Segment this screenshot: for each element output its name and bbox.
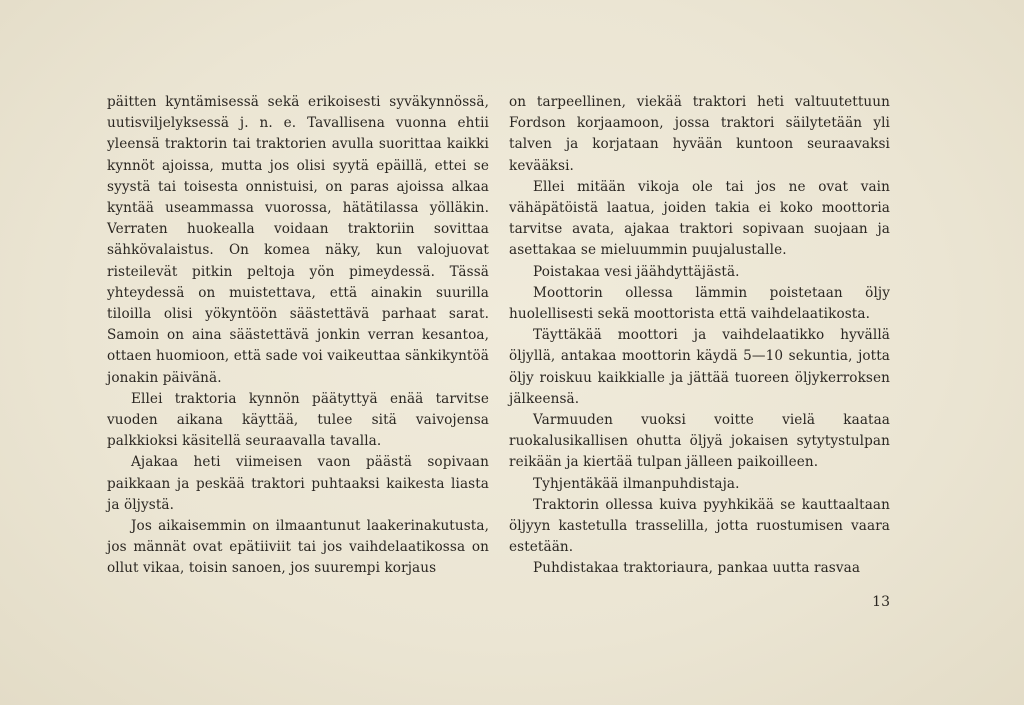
paragraph: Moottorin ollessa lämmin poistetaan öljy huolellisesti sekä moottorista että vaihdelaatikosta.: [509, 284, 890, 323]
paragraph: päitten kyntämisessä sekä erikoisesti syväkynnössä, uutisviljelyksessä j. n. e. Tavallisena vuonna ehtii yleensä traktorin tai traktorien avulla suorittaa kaikki kynnöt ajoissa, mutta jos olisi syytä epäillä, ettei se syystä tai toisesta onnistuisi, on paras ajoissa alkaa kyntää useammassa vuorossa, hätätilassa yölläkin. Verraten huokealla voidaan traktoriin sovittaa sähkövalaistus. On komea näky, kun valojuovat risteilevät pitkin peltoja yön pimeydessä. Tässä yhteydessä on muistettava, että ainakin suurilla tiloilla olisi yökyntöön säästettävä parhaat sarat. Samoin on aina säästettävä jonkin verran kesantoa, ottaen huomioon, että sade voi vaikeuttaa sänkikyntöä jonakin päivänä.: [107, 94, 489, 386]
paragraph: Ellei mitään vikoja ole tai jos ne ovat vain vähäpätöistä laatua, joiden takia ei koko moottoria tarvitse avata, ajakaa traktori sopivaan suojaan ja asettakaa se mieluummin puujalustalle.: [509, 178, 890, 259]
paragraph: Ellei traktoria kynnön päätyttyä enää tarvitse vuoden aikana käyttää, tulee sitä vaivojensa palkkioksi käsitellä seuraavalla tavalla.: [107, 390, 489, 450]
right-text-column: [509, 92, 890, 580]
paragraph: Poistakaa vesi jäähdyttäjästä.: [533, 263, 740, 280]
paragraph: Täyttäkää moottori ja vaihdelaatikko hyvällä öljyllä, antakaa moottorin käydä 5—10 sekuntia, jotta öljy roiskuu kaikkialle ja jättää tuoreen öljykerroksen jälkeensä.: [509, 327, 890, 407]
paragraph: Puhdistakaa traktoriaura, pankaa uutta rasvaa: [533, 560, 861, 577]
paragraph: Varmuuden vuoksi voitte vielä kaataa ruokalusikallisen ohutta öljyä jokaisen sytytystulpan reikään ja kiertää tulpan jälleen paikoilleen.: [509, 412, 890, 471]
paragraph: Ajakaa heti viimeisen vaon päästä sopivaan paikkaan ja peskää traktori puhtaaksi kaikesta liasta ja öljystä.: [107, 454, 489, 513]
left-text-column: [107, 92, 489, 580]
paragraph: on tarpeellinen, viekää traktori heti valtuutettuun Fordson korjaamoon, jossa traktori säilytetään yli talven ja korjataan hyvään kuntoon seuraavaksi kevääksi.: [509, 94, 890, 174]
paragraph: Tyhjentäkää ilmanpuhdistaja.: [533, 475, 740, 492]
paragraph: Traktorin ollessa kuiva pyyhkikää se kauttaaltaan öljyyn kastetulla trasselilla, jotta ruostumisen vaara estetään.: [509, 496, 890, 556]
page-number: 13: [872, 594, 890, 610]
paragraph: Jos aikaisemmin on ilmaantunut laakerinakutusta, jos männät ovat epätiiviit tai jos vaihdelaatikossa on ollut vikaa, toisin sanoen, jos suurempi korjaus: [107, 518, 489, 577]
